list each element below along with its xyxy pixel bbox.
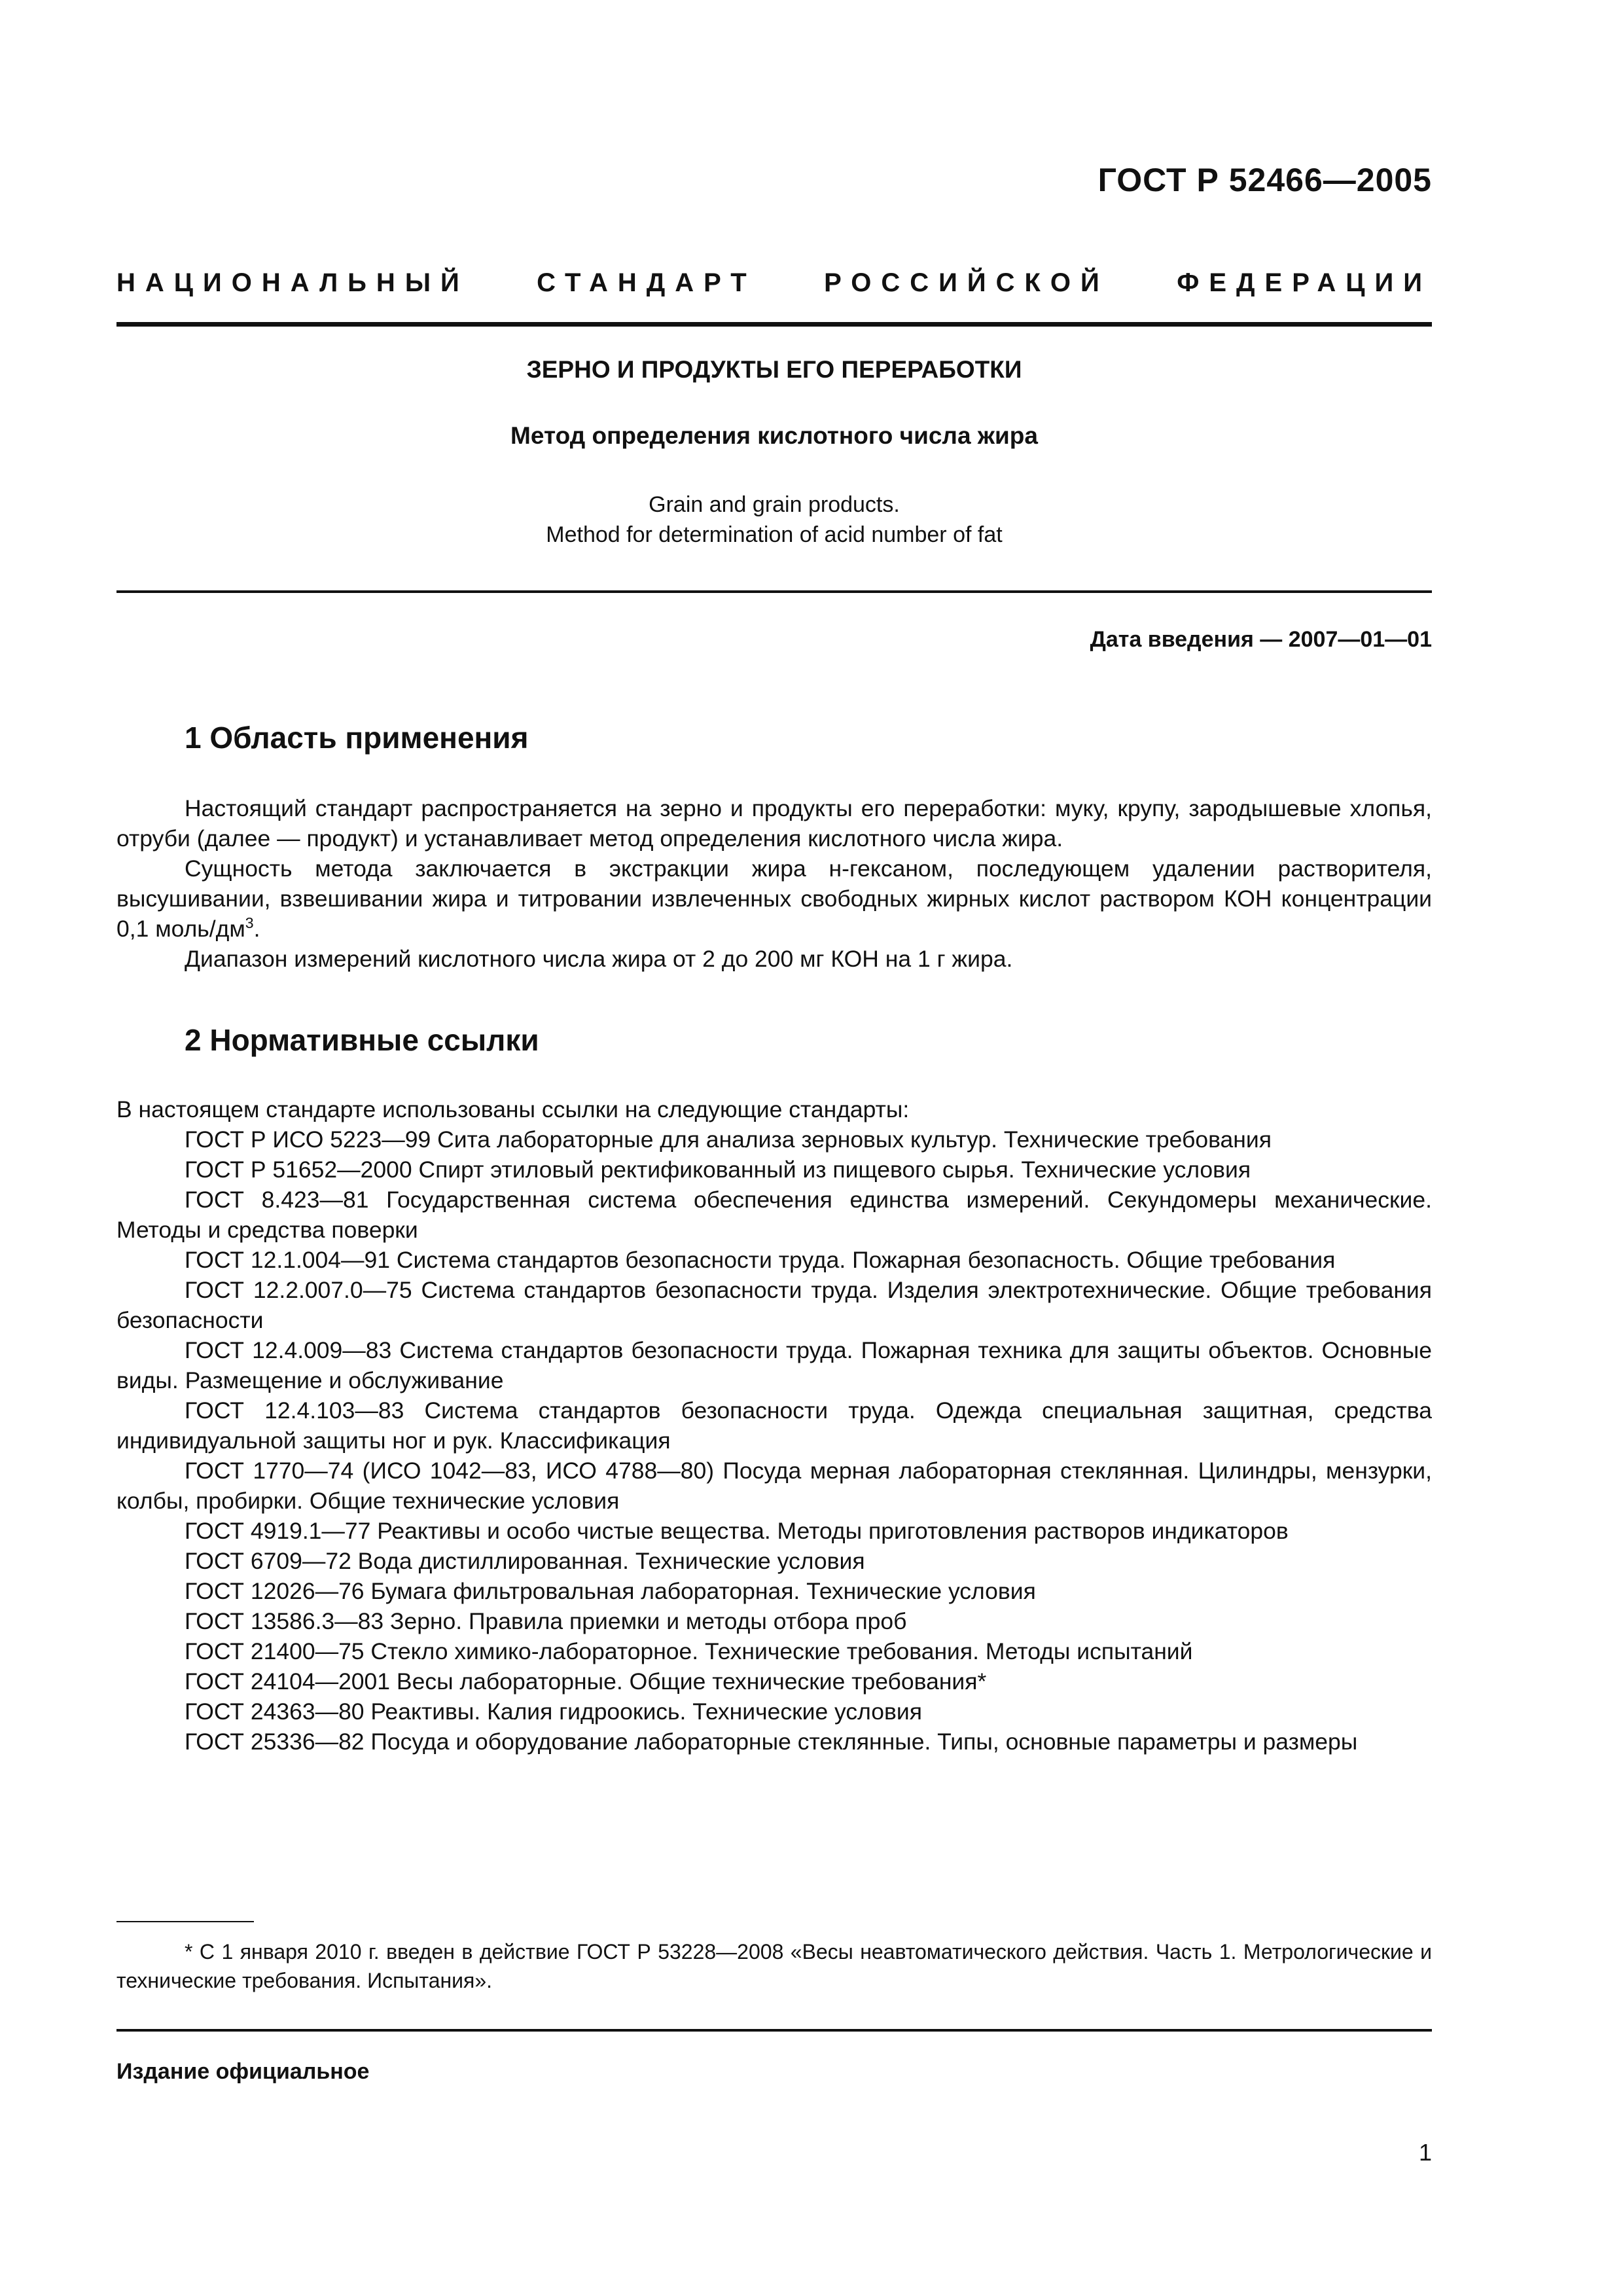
document-title: ЗЕРНО И ПРОДУКТЫ ЕГО ПЕРЕРАБОТКИ bbox=[526, 356, 1022, 383]
footnote-text: * С 1 января 2010 г. введен в действие ГОСТ Р 53228—2008 «Весы неавтоматического действия. Часть 1. Метрологические и технические требования. Испытания». bbox=[116, 1940, 1432, 1992]
page-number: 1 bbox=[1418, 2139, 1432, 2166]
reference-item: ГОСТ 1770—74 (ИСО 1042—83, ИСО 4788—80) Посуда мерная лабораторная стеклянная. Цилиндры, мензурки, колбы, пробирки. Общие технические условия bbox=[116, 1458, 1432, 1514]
cube-exponent: 3 bbox=[245, 914, 254, 932]
paragraph-2-text: Сущность метода заключается в экстракции жира н-гексаном, последующем удалении растворителя, высушивании, взвешивании жира и титровании извлеченных свободных жирных кислот раствором КОН концентрации 0,1 моль/дм bbox=[116, 855, 1432, 942]
national-word-1: НАЦИОНАЛЬНЫЙ bbox=[116, 268, 469, 297]
national-word-3: РОССИЙСКОЙ bbox=[824, 268, 1109, 297]
section-1-heading: 1 Область применения bbox=[185, 721, 529, 755]
paragraph-2-end: . bbox=[253, 916, 260, 942]
section-1-paragraph-3: Диапазон измерений кислотного числа жира от 2 до 200 мг КОН на 1 г жира. bbox=[185, 946, 1013, 972]
reference-item: ГОСТ 24104—2001 Весы лабораторные. Общие технические требования* bbox=[185, 1668, 987, 1695]
reference-item: ГОСТ 6709—72 Вода дистиллированная. Технические условия bbox=[185, 1548, 865, 1574]
national-word-2: СТАНДАРТ bbox=[537, 268, 757, 297]
national-word-4: ФЕДЕРАЦИИ bbox=[1177, 268, 1432, 297]
section-1-body bbox=[116, 793, 1432, 974]
footer-divider bbox=[116, 2029, 1432, 2032]
official-edition-label: Издание официальное bbox=[116, 2059, 370, 2084]
section-1-paragraph-1: Настоящий стандарт распространяется на зерно и продукты его переработки: муку, крупу, зародышевые хлопья, отруби (далее — продукт) и устанавливает метод определения кислотного числа жира. bbox=[116, 795, 1432, 852]
header-divider bbox=[116, 322, 1432, 327]
english-title-line-2: Method for determination of acid number of fat bbox=[546, 522, 1003, 547]
reference-item: ГОСТ 12.2.007.0—75 Система стандартов безопасности труда. Изделия электротехнические. Общие требования безопасности bbox=[116, 1277, 1432, 1333]
section-1-paragraph-2 bbox=[116, 853, 1432, 944]
reference-item: ГОСТ 25336—82 Посуда и оборудование лабораторные стеклянные. Типы, основные параметры и размеры bbox=[185, 1729, 1358, 1755]
section-2-heading: 2 Нормативные ссылки bbox=[185, 1023, 539, 1057]
gost-number: ГОСТ Р 52466—2005 bbox=[1097, 162, 1432, 198]
national-standard-banner bbox=[116, 268, 1432, 298]
footnote bbox=[116, 1937, 1432, 1995]
reference-item: ГОСТ 12.1.004—91 Система стандартов безопасности труда. Пожарная безопасность. Общие требования bbox=[185, 1247, 1336, 1273]
footnote-separator bbox=[116, 1921, 254, 1922]
reference-item: ГОСТ Р 51652—2000 Спирт этиловый ректификованный из пищевого сырья. Технические условия bbox=[185, 1157, 1251, 1183]
reference-item: ГОСТ Р ИСО 5223—99 Сита лабораторные для анализа зерновых культур. Технические требования bbox=[185, 1126, 1272, 1153]
reference-item: ГОСТ 24363—80 Реактивы. Калия гидроокись. Технические условия bbox=[185, 1698, 922, 1725]
english-title-line-1: Grain and grain products. bbox=[649, 492, 900, 517]
reference-item: ГОСТ 13586.3—83 Зерно. Правила приемки и методы отбора проб bbox=[185, 1608, 907, 1634]
reference-item: ГОСТ 21400—75 Стекло химико-лабораторное. Технические требования. Методы испытаний bbox=[185, 1638, 1193, 1664]
reference-item: ГОСТ 12.4.009—83 Система стандартов безопасности труда. Пожарная техника для защиты объектов. Основные виды. Размещение и обслуживание bbox=[116, 1337, 1432, 1393]
reference-item: ГОСТ 8.423—81 Государственная система обеспечения единства измерений. Секундомеры механические. Методы и средства поверки bbox=[116, 1187, 1432, 1243]
introduction-date: Дата введения — 2007—01—01 bbox=[1090, 627, 1432, 652]
title-divider bbox=[116, 590, 1432, 593]
english-title bbox=[116, 490, 1432, 550]
reference-item: ГОСТ 4919.1—77 Реактивы и особо чистые вещества. Методы приготовления растворов индикаторов bbox=[185, 1518, 1289, 1544]
references-intro: В настоящем стандарте использованы ссылки на следующие стандарты: bbox=[116, 1096, 910, 1122]
document-subtitle: Метод определения кислотного числа жира bbox=[510, 422, 1038, 449]
reference-item: ГОСТ 12026—76 Бумага фильтровальная лабораторная. Технические условия bbox=[185, 1578, 1036, 1604]
reference-item: ГОСТ 12.4.103—83 Система стандартов безопасности труда. Одежда специальная защитная, средства индивидуальной защиты ног и рук. Классификация bbox=[116, 1397, 1432, 1454]
section-2-body bbox=[116, 1094, 1432, 1757]
